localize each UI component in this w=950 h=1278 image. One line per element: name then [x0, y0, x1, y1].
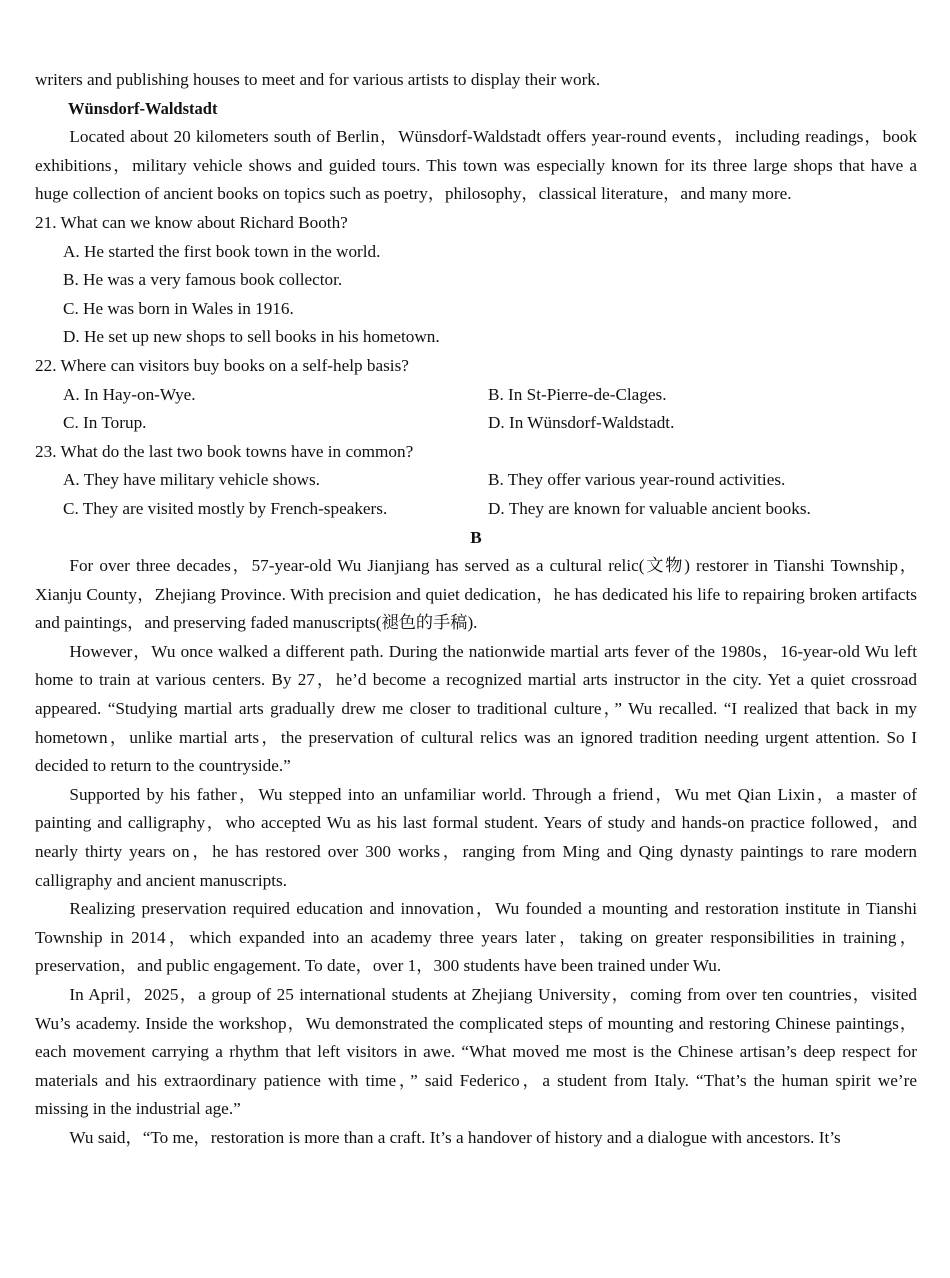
section-b-paragraph-2: However，Wu once walked a different path. During the nationwide martial arts fever of the 1980s，16-year-old Wu left home to train at various centers. By 27，he’d become a recognized martial arts instructor in the city. Yet a quiet crossroad appeared. “Studying martial arts gradually drew me closer to traditional culture，” Wu recalled. “I realized that back in my hometown，unlike martial arts，the preservation of cultural relics was an ignored tradition needing urgent attention. So I decided to return to the countryside.” — [35, 641, 917, 776]
question-21-option-d: D. He set up new shops to sell books in his hometown. — [63, 327, 440, 347]
question-23-options-row-2 — [35, 495, 917, 524]
section-b-paragraph-3: Supported by his father，Wu stepped into an unfamiliar world. Through a friend，Wu met Qian Lixin，a master of painting and calligraphy，who accepted Wu as his last formal student. Years of study and hands-on practice followed，and nearly thirty years on，he has restored over 300 works，ranging from Ming and Qing dynasty paintings to rare modern calligraphy and ancient manuscripts. — [35, 784, 917, 890]
section-b-paragraph-6: Wu said，“To me，restoration is more than a craft. It’s a handover of history and a dialogue with ancestors. It’s — [69, 1127, 841, 1147]
question-22-options-row-1 — [35, 381, 917, 410]
question-22: 22. Where can visitors buy books on a self-help basis? — [35, 355, 409, 375]
question-23: 23. What do the last two book towns have in common? — [35, 441, 414, 461]
section-heading-wunsdorf: Wünsdorf-Waldstadt — [68, 98, 218, 118]
question-22-option-d: D. In Wünsdorf-Waldstadt. — [488, 413, 675, 433]
document-page — [35, 66, 917, 1153]
passage-continuation: writers and publishing houses to meet and for various artists to display their work. — [35, 70, 601, 89]
question-22-options-row-2 — [35, 409, 917, 438]
question-23-option-c: C. They are visited mostly by French-speakers. — [63, 498, 388, 518]
question-23-option-a: A. They have military vehicle shows. — [63, 470, 320, 490]
section-b-label: B — [470, 527, 482, 547]
question-23-option-b: B. They offer various year-round activities. — [488, 470, 786, 490]
question-21-option-a: A. He started the first book town in the world. — [63, 241, 381, 261]
section-b-paragraph-4: Realizing preservation required education and innovation，Wu founded a mounting and restoration institute in Tianshi Township in 2014，which expanded into an academy three years later，taking on greater responsibilities in training，preservation，and public engagement. To date，over 1，300 students have been trained under Wu. — [35, 899, 917, 976]
question-22-option-c: C. In Torup. — [63, 413, 147, 433]
section-b-body — [35, 552, 917, 1152]
question-21-option-c: C. He was born in Wales in 1916. — [63, 298, 294, 318]
question-21: 21. What can we know about Richard Booth? — [35, 212, 348, 232]
question-22-option-b: B. In St-Pierre-de-Clages. — [488, 384, 667, 404]
section-b-paragraph-5: In April，2025，a group of 25 international students at Zhejiang University，coming from over ten countries，visited Wu’s academy. Inside the workshop，Wu demonstrated the complicated steps of mounting and restoring Chinese paintings，each movement carrying a rhythm that left visitors in awe. “What moved me most is the Chinese artisan’s deep respect for materials and his extraordinary patience with time，” said Federico，a student from Italy. “That’s the human spirit we’re missing in the industrial age.” — [35, 985, 917, 1119]
question-22-option-a: A. In Hay-on-Wye. — [63, 384, 196, 404]
question-23-option-d: D. They are known for valuable ancient books. — [488, 498, 811, 518]
paragraph-wunsdorf — [35, 123, 917, 209]
section-b-paragraph-1: For over three decades，57-year-old Wu Jianjiang has served as a cultural relic(文物) restorer in Tianshi Township，Xianju County，Zhejiang Province. With precision and quiet dedication，he has dedicated his life to repairing broken artifacts and paintings，and preserving faded manuscripts(褪色的手稿). — [35, 556, 917, 633]
question-23-options-row-1 — [35, 466, 917, 495]
question-21-option-b: B. He was a very famous book collector. — [63, 270, 343, 290]
paragraph-text: Located about 20 kilometers south of Berlin，Wünsdorf-Waldstadt offers year-round events，including readings，book exhibitions，military vehicle shows and guided tours. This town was especially known for its three large shops that have a huge collection of ancient books on topics such as poetry，philosophy，classical literature，and many more. — [35, 127, 917, 204]
